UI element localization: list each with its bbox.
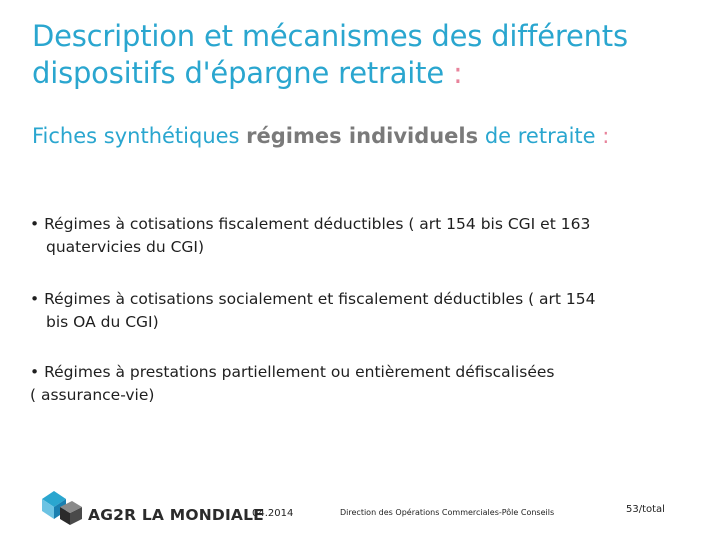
footer-date: 04.2014 [252, 508, 294, 519]
subtitle-bold: régimes individuels [246, 124, 479, 148]
slide-subtitle [32, 121, 712, 151]
subtitle-suffix: de retraite [478, 124, 603, 148]
bullet-line-continued: bis OA du CGI) [46, 313, 159, 331]
bullet-item [30, 288, 698, 334]
bullet-item [30, 361, 698, 407]
subtitle-colon: : [602, 124, 610, 148]
bullet-line: • Régimes à cotisations socialement et fiscalement déductibles ( art 154 [30, 290, 596, 308]
bullet-line: • Régimes à prestations partiellement ou entièrement défiscalisées [30, 363, 555, 381]
bullet-line-continued: quatervicies du CGI) [46, 238, 205, 256]
footer-direction: Direction des Opérations Commerciales-Pôle Conseils [340, 508, 555, 517]
page-number: 53/total [626, 504, 665, 515]
bullet-item [30, 213, 698, 259]
bullet-line-continued: ( assurance-vie) [30, 386, 155, 404]
subtitle-prefix: Fiches synthétiques [32, 124, 247, 148]
slide-title-text: Description et mécanismes des différents dispositifs d'épargne retraite [32, 19, 628, 90]
slide-title [32, 18, 712, 92]
bullet-line: • Régimes à cotisations fiscalement déductibles ( art 154 bis CGI et 163 [30, 215, 591, 233]
ag2r-logo-icon [40, 489, 86, 529]
logo-wordmark: AG2R LA MONDIALE [88, 506, 264, 524]
slide-title-colon: : [453, 56, 463, 90]
